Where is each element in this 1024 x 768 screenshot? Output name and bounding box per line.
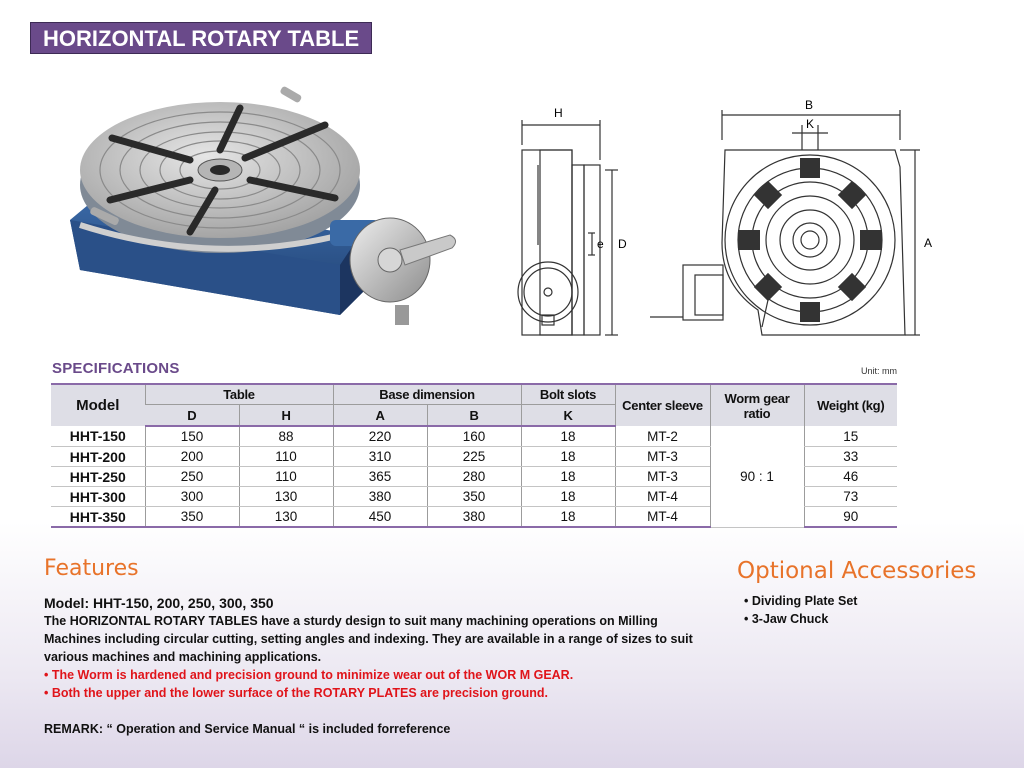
cell-a: 365 — [333, 467, 427, 487]
cell-b: 380 — [427, 507, 521, 528]
table-row — [51, 426, 897, 447]
cell-k: 18 — [521, 426, 615, 447]
cell-weight: 33 — [804, 447, 897, 467]
cell-a: 310 — [333, 447, 427, 467]
features-model-line: Model: HHT-150, 200, 250, 300, 350 — [44, 595, 274, 611]
header-h: H — [239, 405, 333, 427]
header-worm-gear-ratio: Worm gear ratio — [710, 384, 804, 426]
product-photo — [40, 70, 480, 355]
cell-b: 350 — [427, 487, 521, 507]
cell-sleeve: MT-3 — [615, 447, 710, 467]
technical-drawing — [500, 95, 960, 350]
cell-worm-gear-ratio: 90 : 1 — [710, 426, 804, 527]
dim-label-d: D — [618, 237, 627, 251]
accessory-item: • 3-Jaw Chuck — [744, 612, 829, 626]
cell-d: 350 — [145, 507, 239, 528]
cell-h: 130 — [239, 487, 333, 507]
cell-k: 18 — [521, 487, 615, 507]
cell-d: 150 — [145, 426, 239, 447]
header-center-sleeve: Center sleeve — [615, 384, 710, 426]
feature-bullet: • Both the upper and the lower surface of the ROTARY PLATES are precision ground. — [44, 686, 548, 700]
page-title: HORIZONTAL ROTARY TABLE — [30, 22, 372, 54]
feature-bullet: • The Worm is hardened and precision ground to minimize wear out of the WOR M GEAR. — [44, 668, 574, 682]
optional-accessories-heading: Optional Accessories — [737, 558, 977, 584]
header-k: K — [521, 405, 615, 427]
cell-model: HHT-300 — [51, 487, 145, 507]
dim-label-e: e — [597, 237, 604, 251]
cell-weight: 90 — [804, 507, 897, 528]
cell-sleeve: MT-4 — [615, 487, 710, 507]
cell-d: 250 — [145, 467, 239, 487]
cell-sleeve: MT-3 — [615, 467, 710, 487]
cell-k: 18 — [521, 447, 615, 467]
header-b: B — [427, 405, 521, 427]
cell-k: 18 — [521, 467, 615, 487]
cell-h: 88 — [239, 426, 333, 447]
cell-model: HHT-250 — [51, 467, 145, 487]
cell-weight: 15 — [804, 426, 897, 447]
header-base-dimension: Base dimension — [333, 384, 521, 405]
cell-b: 160 — [427, 426, 521, 447]
cell-h: 110 — [239, 467, 333, 487]
cell-weight: 46 — [804, 467, 897, 487]
header-weight: Weight (kg) — [804, 384, 897, 426]
cell-b: 280 — [427, 467, 521, 487]
header-table: Table — [145, 384, 333, 405]
header-bolt-slots: Bolt slots — [521, 384, 615, 405]
cell-model: HHT-150 — [51, 426, 145, 447]
cell-h: 130 — [239, 507, 333, 528]
accessories-list — [744, 592, 857, 628]
cell-d: 300 — [145, 487, 239, 507]
cell-sleeve: MT-2 — [615, 426, 710, 447]
dim-label-a: A — [924, 236, 933, 250]
cell-d: 200 — [145, 447, 239, 467]
specifications-table — [51, 383, 897, 528]
features-description: The HORIZONTAL ROTARY TABLES have a sturdy design to suit many machining operations on Milling Machines including circular cutting, setting angles and indexing. They are available in a range of sizes to suit various machines and machining applications. — [44, 614, 693, 664]
features-section — [44, 594, 704, 738]
header-a: A — [333, 405, 427, 427]
accessory-item: • Dividing Plate Set — [744, 594, 858, 608]
cell-a: 220 — [333, 426, 427, 447]
cell-a: 380 — [333, 487, 427, 507]
unit-label: Unit: mm — [861, 366, 897, 376]
cell-a: 450 — [333, 507, 427, 528]
dim-label-k: K — [806, 117, 815, 131]
cell-k: 18 — [521, 507, 615, 528]
header-d: D — [145, 405, 239, 427]
cell-weight: 73 — [804, 487, 897, 507]
header-model: Model — [51, 384, 145, 426]
cell-model: HHT-350 — [51, 507, 145, 528]
dim-label-h: H — [554, 106, 563, 120]
cell-h: 110 — [239, 447, 333, 467]
cell-model: HHT-200 — [51, 447, 145, 467]
cell-b: 225 — [427, 447, 521, 467]
specifications-title: SPECIFICATIONS — [52, 360, 180, 377]
remark-text: REMARK: “ Operation and Service Manual “ is included forreference — [44, 722, 451, 736]
cell-sleeve: MT-4 — [615, 507, 710, 528]
features-heading: Features — [44, 556, 139, 581]
dim-label-b: B — [805, 98, 814, 112]
